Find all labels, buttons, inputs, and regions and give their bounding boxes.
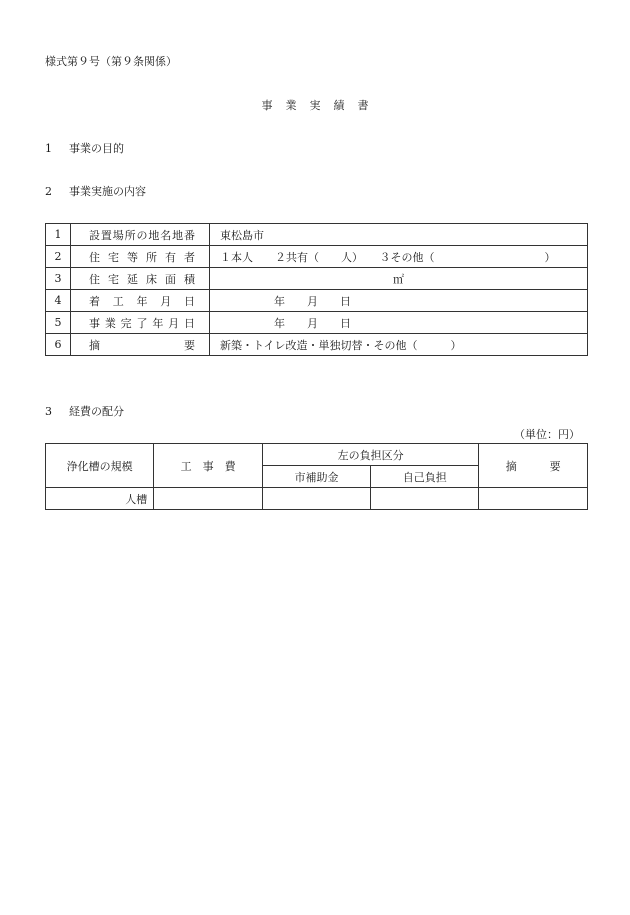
section-heading-expenses <box>45 403 124 419</box>
table-row <box>46 246 588 268</box>
unit-note: （単位：円） <box>514 428 580 441</box>
row-number: 2 <box>46 246 71 268</box>
completion-date-value: 年 月 日 <box>210 312 588 334</box>
section-heading-purpose <box>45 140 124 156</box>
row-label <box>71 268 210 290</box>
table-row <box>46 268 588 290</box>
content-table <box>45 223 588 356</box>
table-row <box>46 312 588 334</box>
section-label: 事業実施の内容 <box>69 185 146 198</box>
row-label <box>71 334 210 356</box>
table-row <box>46 488 588 510</box>
section-number: 3 <box>45 405 52 418</box>
floor-area-value: ㎡ <box>210 268 588 290</box>
spread-label: 事 業 完 了 年 月 日 <box>89 316 195 330</box>
start-date-value: 年 月 日 <box>210 290 588 312</box>
table-row <box>46 334 588 356</box>
row-number: 5 <box>46 312 71 334</box>
row-number: 3 <box>46 268 71 290</box>
spread-label: 住 宅 等 所 有 者 <box>89 250 195 264</box>
table-row <box>46 290 588 312</box>
row-label <box>71 312 210 334</box>
header-cost: 工 事 費 <box>154 444 263 488</box>
section-number: 1 <box>45 142 52 155</box>
header-subsidy: 市補助金 <box>262 466 370 488</box>
row-number: 1 <box>46 224 71 246</box>
spread-label: 設 置 場 所 の 地 名 地 番 <box>89 228 195 242</box>
spread-label: 住 宅 延 床 面 積 <box>89 272 195 286</box>
row-label <box>71 246 210 268</box>
header-share: 左の負担区分 <box>262 444 479 466</box>
header-remarks: 摘 要 <box>479 444 588 488</box>
scale-cell: 人槽 <box>46 488 154 510</box>
table-row <box>46 224 588 246</box>
document-title: 事業実績書 <box>261 99 382 112</box>
spread-label: 摘 要 <box>89 338 195 352</box>
header-self-pay: 自己負担 <box>371 466 479 488</box>
header-row <box>46 444 588 466</box>
cost-cell <box>154 488 263 510</box>
remarks-value: 新築・トイレ改造・単独切替・その他（ ） <box>210 334 588 356</box>
row-label <box>71 224 210 246</box>
remarks-cell <box>479 488 588 510</box>
section-label: 経費の配分 <box>69 405 124 418</box>
header-scale: 浄化槽の規模 <box>46 444 154 488</box>
subsidy-cell <box>262 488 370 510</box>
row-label <box>71 290 210 312</box>
spread-label: 着 工 年 月 日 <box>89 294 195 308</box>
section-number: 2 <box>45 185 52 198</box>
self-pay-cell <box>371 488 479 510</box>
row-number: 4 <box>46 290 71 312</box>
section-label: 事業の目的 <box>69 142 124 155</box>
section-heading-content <box>45 183 146 199</box>
form-label: 様式第９号（第９条関係） <box>45 55 177 68</box>
row-number: 6 <box>46 334 71 356</box>
location-value: 東松島市 <box>210 224 588 246</box>
expense-table <box>45 443 588 510</box>
owner-value: １本人 ２共有（ 人） ３その他（ ） <box>210 246 588 268</box>
